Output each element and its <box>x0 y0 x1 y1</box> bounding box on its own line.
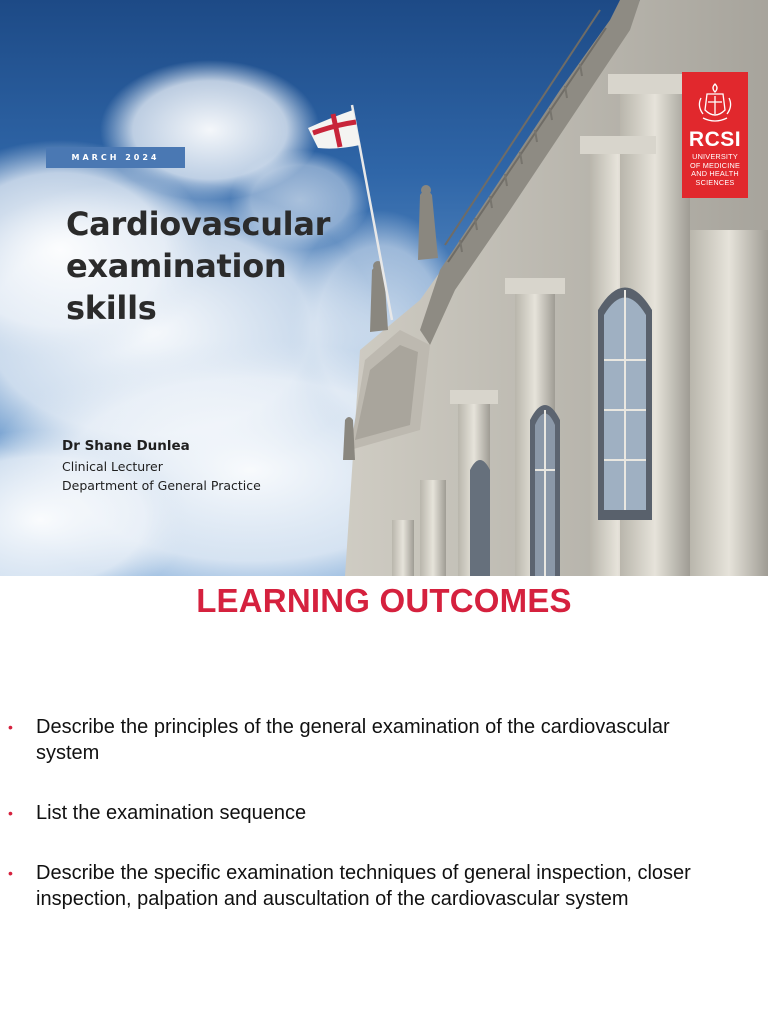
outcome-line: Describe the principles of the general examination of the cardiovascular <box>36 716 670 738</box>
outcomes-heading: LEARNING OUTCOMES <box>196 582 572 619</box>
outcome-text <box>36 860 736 912</box>
logo-subtitle-line: OF MEDICINE <box>689 160 741 170</box>
logo-subtitle-line: UNIVERSITY <box>692 152 738 161</box>
bullet-icon: • <box>8 805 13 821</box>
outcome-text <box>36 714 736 766</box>
outcome-line: system <box>36 742 100 764</box>
title-line: examination <box>66 247 287 285</box>
logo-subtitle <box>686 153 744 187</box>
author-department: Department of General Practice <box>62 478 261 493</box>
bullet-icon: • <box>8 865 13 881</box>
outcome-line: Describe the specific examination techniques of general inspection, closer <box>36 862 691 884</box>
bullet-icon: • <box>8 719 13 735</box>
outcome-line: inspection, palpation and auscultation of the cardiovascular system <box>36 888 629 910</box>
title-line: skills <box>66 289 157 327</box>
learning-outcomes-slide <box>0 576 768 1024</box>
logo-name: RCSI <box>688 128 742 151</box>
logo-subtitle-line: AND HEALTH <box>691 169 739 178</box>
author-role: Clinical Lecturer <box>62 459 163 474</box>
presentation-title <box>66 203 366 329</box>
crest-icon <box>695 80 735 126</box>
author-name: Dr Shane Dunlea <box>62 438 190 454</box>
outcome-text <box>36 800 736 826</box>
rcsi-logo <box>682 72 748 198</box>
logo-subtitle-line: SCIENCES <box>695 177 735 187</box>
title-line: Cardiovascular <box>66 205 331 243</box>
date-badge: MARCH 2024 <box>46 147 185 168</box>
outcome-line: List the examination sequence <box>36 802 307 824</box>
